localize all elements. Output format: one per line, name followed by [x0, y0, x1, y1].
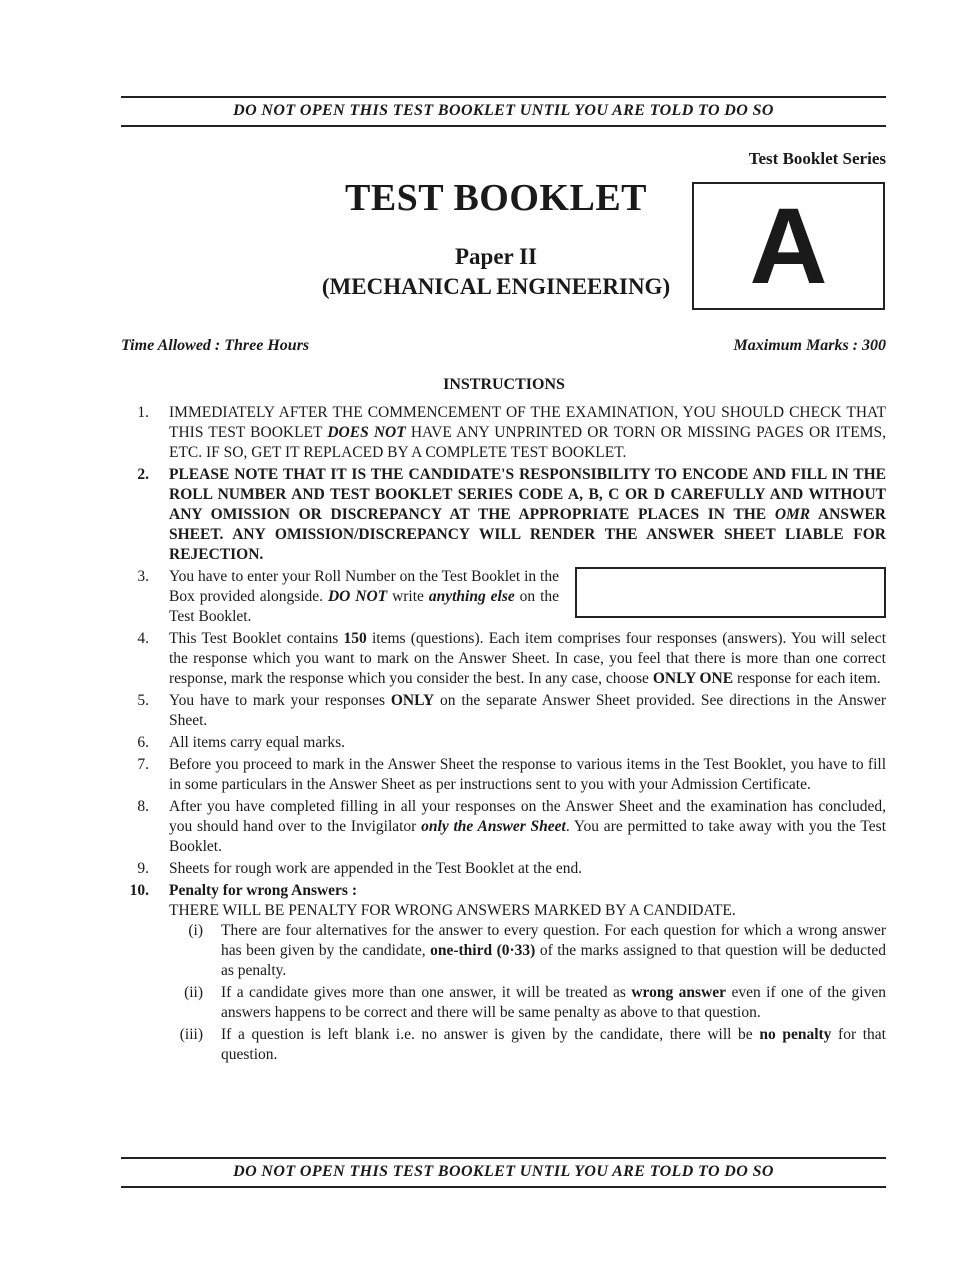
item-text: If a candidate gives more than one answer, it will be treated as	[221, 984, 632, 1001]
item-text: This Test Booklet contains	[169, 630, 344, 647]
instruction-6	[121, 733, 886, 753]
penalty-point-2	[169, 983, 886, 1023]
item-text: write	[387, 588, 429, 605]
booklet-title: TEST BOOKLET	[344, 177, 648, 219]
series-label: Test Booklet Series	[748, 149, 886, 168]
item-text: items (questions). Each item comprises four responses (answers). You will select the response which you want to mark on the Answer Sheet. In case, you feel that there is more than one correct response, mark the response which you consider the best. In any case, choose	[169, 630, 886, 687]
item-text: of the marks assigned to that question will be deducted as penalty.	[221, 942, 886, 979]
penalty-intro: THERE WILL BE PENALTY FOR WRONG ANSWERS MARKED BY A CANDIDATE.	[169, 902, 736, 919]
item-number: 3.	[137, 568, 149, 585]
item-text: on the separate Answer Sheet provided. See directions in the Answer Sheet.	[169, 692, 886, 729]
subject-name: (MECHANICAL ENGINEERING)	[321, 274, 671, 299]
item-emphasis: only the Answer Sheet	[421, 818, 566, 835]
item-number: 7.	[137, 756, 149, 773]
maximum-marks: Maximum Marks : 300	[733, 337, 886, 354]
item-text: PLEASE NOTE THAT IT IS THE CANDIDATE'S RESPONSIBILITY TO ENCODE AND FILL IN THE ROLL NUMBER AND TEST BOOKLET SERIES CODE A, B, C OR D CAREFULLY AND WITHOUT ANY OMISSION OR DISCREPANCY AT THE APPROPRIATE PLACES IN THE	[169, 466, 886, 523]
instruction-5	[121, 691, 886, 731]
time-allowed: Time Allowed : Three Hours	[121, 337, 310, 354]
item-emphasis: DO NOT	[327, 588, 388, 605]
item-text: You have to enter your Roll Number on the Test Booklet in the Box provided alongside.	[169, 568, 559, 605]
item-text: . You are permitted to take away with you the Test Booklet.	[169, 818, 886, 855]
instruction-3	[121, 567, 886, 627]
bottom-warning-banner: DO NOT OPEN THIS TEST BOOKLET UNTIL YOU ARE TOLD TO DO SO	[121, 1157, 886, 1188]
item-text: on the Test Booklet.	[169, 588, 560, 625]
item-emphasis: wrong answer	[631, 984, 727, 1001]
item-text: HAVE ANY UNPRINTED OR TORN OR MISSING PAGES OR ITEMS, ETC. IF SO, GET IT REPLACED BY A COMPLETE TEST BOOKLET.	[169, 424, 887, 461]
penalty-point-1	[169, 921, 886, 981]
sub-item-number: (ii)	[184, 984, 203, 1001]
instruction-7	[121, 755, 886, 795]
instruction-9	[121, 859, 886, 879]
item-text: IMMEDIATELY AFTER THE COMMENCEMENT OF THE EXAMINATION, YOU SHOULD CHECK THAT THIS TEST BOOKLET	[169, 404, 886, 441]
item-text: response for each item.	[733, 670, 881, 687]
instruction-2	[121, 465, 886, 565]
item-emphasis: DOES NOT	[327, 424, 406, 441]
item-emphasis: ONLY	[390, 692, 435, 709]
item-text: for that question.	[221, 1026, 886, 1063]
paper-number: Paper II	[455, 244, 537, 269]
roll-number-box[interactable]	[575, 567, 886, 618]
item-emphasis: 150	[343, 630, 367, 647]
item-text: If a question is left blank i.e. no answer is given by the candidate, there will be	[221, 1026, 760, 1043]
item-text: Sheets for rough work are appended in the Test Booklet at the end.	[169, 860, 583, 877]
item-number: 8.	[137, 798, 149, 815]
item-number: 2.	[137, 466, 149, 483]
roll-number-row	[169, 567, 886, 627]
item-text: ANSWER SHEET. ANY OMISSION/DISCREPANCY WILL RENDER THE ANSWER SHEET LIABLE FOR REJECTION.	[169, 506, 886, 563]
item-text: You have to mark your responses	[169, 692, 391, 709]
penalty-point-3	[169, 1025, 886, 1065]
instructions-list	[121, 403, 886, 1067]
item-emphasis: anything else	[428, 588, 515, 605]
series-code: A	[749, 185, 828, 306]
item-number: 9.	[137, 860, 149, 877]
item-number: 1.	[137, 404, 149, 421]
roll-number-instruction	[169, 567, 559, 627]
instruction-4	[121, 629, 886, 689]
sub-item-number: (iii)	[179, 1026, 203, 1043]
item-text: Before you proceed to mark in the Answer Sheet the response to various items in the Test Booklet, you have to fill in some particulars in the Answer Sheet as per instructions sent to you with your Admission Certificate.	[169, 756, 886, 793]
item-text: After you have completed filling in all your responses on the Answer Sheet and the examination has concluded, you should hand over to the Invigilator	[169, 798, 886, 835]
instructions-heading: INSTRUCTIONS	[443, 376, 565, 393]
penalty-title: Penalty for wrong Answers :	[169, 882, 357, 899]
item-text: even if one of the given answers happens to be correct and there will be same penalty as above to that question.	[221, 984, 886, 1021]
instruction-1	[121, 403, 886, 463]
item-number: 10.	[129, 882, 149, 899]
item-emphasis: one-third (0·33)	[430, 942, 536, 959]
item-number: 6.	[137, 734, 149, 751]
series-code-box	[692, 182, 885, 310]
item-number: 4.	[137, 630, 149, 647]
top-warning-banner: DO NOT OPEN THIS TEST BOOKLET UNTIL YOU ARE TOLD TO DO SO	[121, 96, 886, 127]
instruction-10	[121, 881, 886, 1065]
item-emphasis: ONLY ONE	[652, 670, 734, 687]
sub-item-number: (i)	[188, 922, 203, 939]
item-text: There are four alternatives for the answer to every question. For each question for which a wrong answer has been given by the candidate,	[221, 922, 886, 959]
instruction-8	[121, 797, 886, 857]
item-emphasis: OMR	[774, 506, 811, 523]
item-emphasis: no penalty	[759, 1026, 832, 1043]
item-number: 5.	[137, 692, 149, 709]
item-text: All items carry equal marks.	[169, 734, 346, 751]
